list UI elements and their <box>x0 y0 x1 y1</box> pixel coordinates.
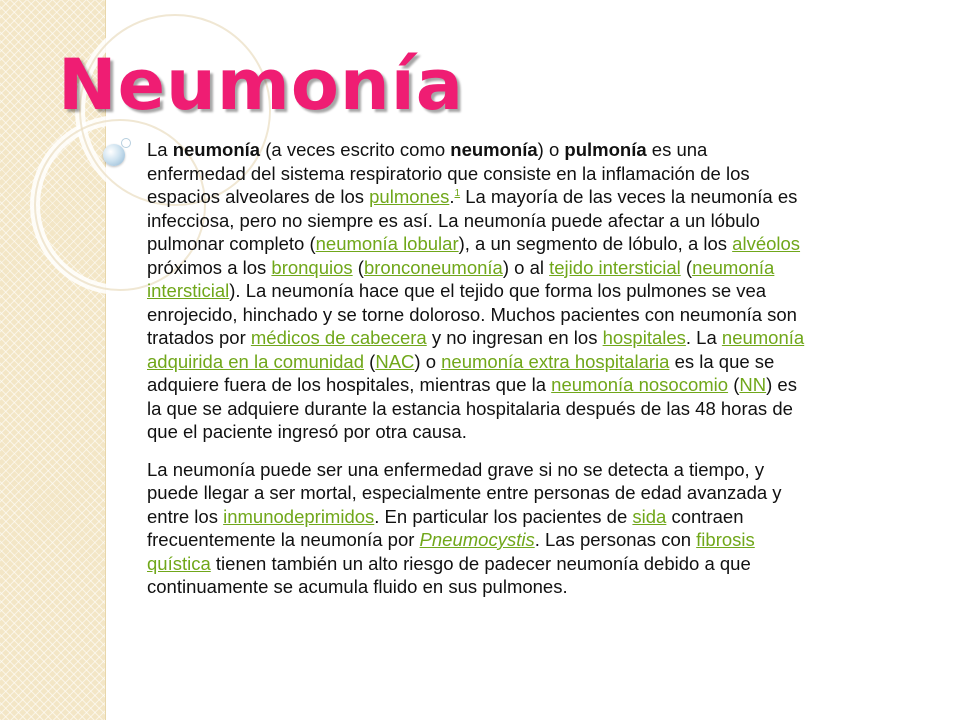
link-neumonia-extra-hospitalaria[interactable]: neumonía extra hospitalaria <box>441 350 670 372</box>
text-run: La mayoría de las veces la neumonía es infecciosa, pero no siempre es así. La neumonía puede afectar a un lóbulo pulmonar completo ( <box>147 186 798 254</box>
link-pulmones[interactable]: pulmones <box>369 186 450 207</box>
text-run: ) es la que se adquiere durante la estancia hospitalaria después de las 48 horas de que el paciente ingresó por otra causa. <box>147 374 797 442</box>
text-run: . En particular los pacientes de <box>374 505 633 527</box>
reference-link-1[interactable]: 1 <box>454 187 461 199</box>
text-run: . La <box>685 327 722 348</box>
bullet-accent-icon <box>121 138 131 148</box>
link-alveolos[interactable]: alvéolos <box>732 233 801 254</box>
link-medicos-de-cabecera[interactable]: médicos de cabecera <box>250 327 427 348</box>
text-run: ) o al <box>502 256 550 278</box>
text-run: ), a un segmento de lóbulo, a los <box>458 233 733 254</box>
slide-title: Neumonía <box>58 44 464 126</box>
text-run: ) o <box>414 350 442 372</box>
text-run: ). La neumonía hace que el tejido que forma los pulmones se vea enrojecido, hinchado y se torne doloroso. Muchos pacientes con neumonía son tratados por <box>147 280 797 348</box>
link-nac[interactable]: NAC <box>375 350 415 372</box>
text-run: La <box>147 139 173 160</box>
text-run: es una enfermedad del sistema respiratorio que consiste en la inflamación de los espacios alveolares de los <box>147 139 750 207</box>
text-run: próximos a los <box>147 256 272 278</box>
bold-term: pulmonía <box>564 139 647 160</box>
link-neumonia-adquirida-comunidad[interactable]: neumonía adquirida en la comunidad <box>147 327 805 372</box>
link-sida[interactable]: sida <box>632 505 667 527</box>
link-nn[interactable]: NN <box>739 374 767 395</box>
link-inmunodeprimidos[interactable]: inmunodeprimidos <box>223 505 375 527</box>
text-run: ( <box>364 350 376 372</box>
text-run: y no ingresan en los <box>426 327 603 348</box>
link-pneumocystis[interactable]: Pneumocystis <box>419 529 535 550</box>
paragraph-1 <box>147 138 807 444</box>
link-bronquios[interactable]: bronquios <box>271 256 353 278</box>
bold-term: neumonía <box>172 139 261 160</box>
link-neumonia-nosocomio[interactable]: neumonía nosocomio <box>551 374 729 395</box>
text-run: La neumonía puede ser una enfermedad grave si no se detecta a tiempo, y puede llegar a ser mortal, especialmente entre personas de edad avanzada y entre los <box>147 458 782 527</box>
link-neumonia-intersticial[interactable]: neumonía intersticial <box>147 256 775 301</box>
text-run: ( <box>352 256 364 278</box>
text-run: contraen frecuentemente la neumonía por <box>147 505 744 550</box>
link-fibrosis-quistica[interactable]: fibrosis quística <box>147 529 755 574</box>
text-run: (a veces escrito como <box>260 139 451 160</box>
text-run: tienen también un alto riesgo de padecer neumonía debido a que continuamente se acumula fluido en sus pulmones. <box>147 552 751 597</box>
paragraph-2 <box>147 458 807 599</box>
text-run: ( <box>728 374 740 395</box>
link-hospitales[interactable]: hospitales <box>602 327 686 348</box>
text-run: ( <box>680 256 693 278</box>
text-run: . Las personas con <box>534 529 697 550</box>
text-run: ) o <box>537 139 565 160</box>
bold-term: neumonía <box>450 139 538 160</box>
link-bronconeumonia[interactable]: bronconeumonía <box>363 256 503 278</box>
bullet-icon <box>103 144 125 166</box>
text-run: . <box>449 186 455 207</box>
link-tejido-intersticial[interactable]: tejido intersticial <box>549 256 681 278</box>
link-neumonia-lobular[interactable]: neumonía lobular <box>315 233 459 254</box>
slide-body <box>147 138 807 613</box>
text-run: es la que se adquiere fuera de los hospitales, mientras que la <box>147 350 775 395</box>
